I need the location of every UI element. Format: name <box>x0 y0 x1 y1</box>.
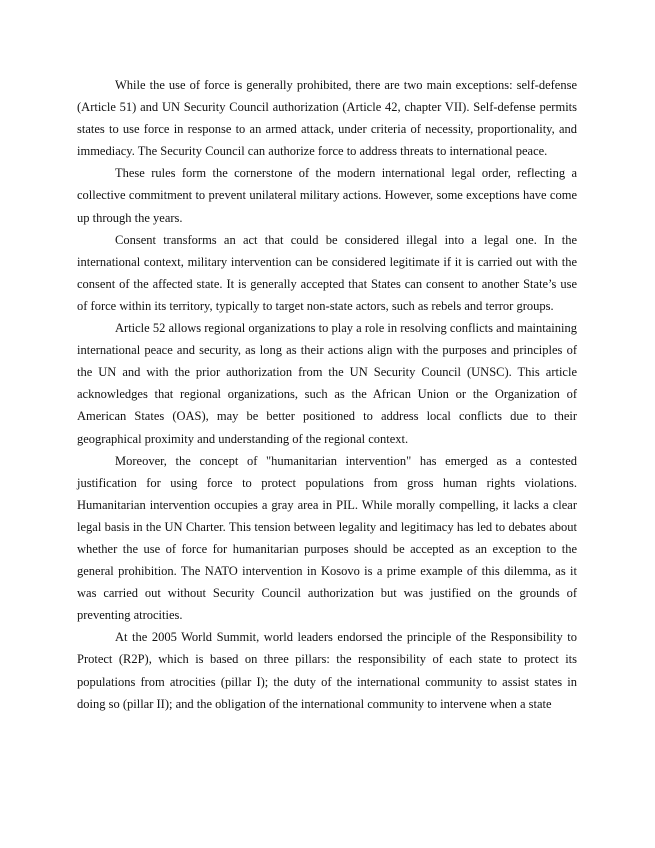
body-text <box>77 74 577 715</box>
paragraph-r2p: At the 2005 World Summit, world leaders endorsed the principle of the Responsibility to Protect (R2P), which is based on three pillars: the responsibility of each state to protect its populations from atrocities (pillar I); the duty of the international community to assist states in doing so (pillar II); and the obligation of the international community to intervene when a state <box>77 630 577 711</box>
paragraph-consent: Consent transforms an act that could be considered illegal into a legal one. In the international context, military intervention can be considered legitimate if it is carried out with the consent of the affected state. It is generally accepted that States can consent to another State’s use of force within its territory, typically to target non-state actors, such as rebels and terror groups. <box>77 232 577 313</box>
paragraph-self-defense: While the use of force is generally prohibited, there are two main exceptions: self-defense (Article 51) and UN Security Council authorization (Article 42, chapter VII). Self-defense permits states to use force in response to an armed attack, under criteria of necessity, proportionality, and immediacy. The Security Council can authorize force to address threats to international peace. <box>77 78 577 159</box>
paragraph-article-52: Article 52 allows regional organizations to play a role in resolving conflicts and maintaining international peace and security, as long as their actions align with the purposes and principles of the UN and with the prior authorization from the UN Security Council (UNSC). This article acknowledges that regional organizations, such as the African Union or the Organization of American States (OAS), may be better positioned to address local conflicts due to their geographical proximity and understanding of the regional context. <box>77 321 577 446</box>
paragraph-humanitarian-intervention: Moreover, the concept of "humanitarian intervention" has emerged as a contested justification for using force to protect populations from gross human rights violations. Humanitarian intervention occupies a gray area in PIL. While morally compelling, it lacks a clear legal basis in the UN Charter. This tension between legality and legitimacy has led to debates about whether the use of force for humanitarian purposes should be accepted as an exception to the general prohibition. The NATO intervention in Kosovo is a prime example of this dilemma, as it was carried out without Security Council authorization but was justified on the grounds of preventing atrocities. <box>77 453 577 623</box>
paragraph-cornerstone: These rules form the cornerstone of the modern international legal order, reflecting a collective commitment to prevent unilateral military actions. However, some exceptions have come up through the years. <box>77 166 577 225</box>
